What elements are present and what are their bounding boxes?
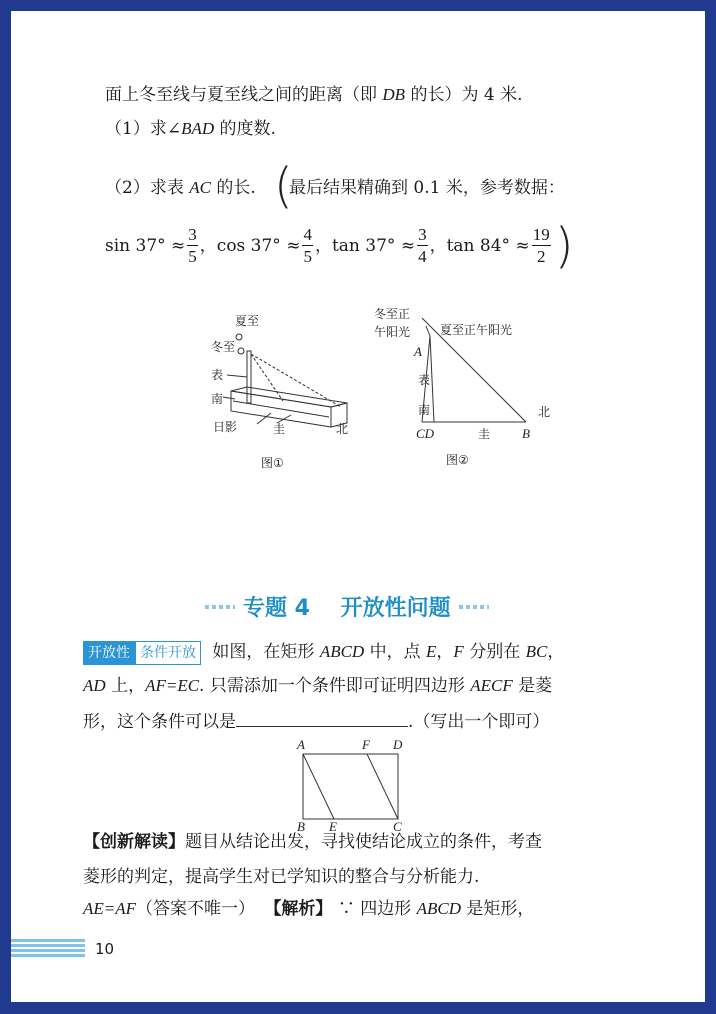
winter-ray <box>430 336 434 422</box>
analysis-line-3: AE=AF（答案不唯一） 【解析】 ∵ 四边形 ABCD 是矩形， <box>83 899 535 919</box>
rect-point-B: B <box>297 819 305 833</box>
figure-2 <box>356 296 566 474</box>
rect-point-A: A <box>297 737 305 752</box>
open-problem-line-1: 开放性 条件开放 如图，在矩形 ABCD 中，点 E，F 分别在 BC， <box>83 641 564 665</box>
heading-dots-left <box>205 605 235 609</box>
fraction-tan84: $\frac{19}{2}$ <box>532 225 550 266</box>
fig1-south-label: 南 <box>211 392 224 406</box>
topic-heading <box>197 591 497 622</box>
jiexi-label: 【解析】 <box>264 899 333 919</box>
close-paren: ) <box>554 217 574 274</box>
fig2-caption: 图② <box>446 453 469 467</box>
rectangle-ABCD <box>303 754 398 819</box>
page-number: 10 <box>95 940 115 958</box>
fig2-winter-light-1: 冬至正 <box>374 307 411 321</box>
question-2: （2）求表 AC 的长. <box>105 178 256 198</box>
open-problem-line-3: 形，这个条件可以是 .（写出一个即可） <box>83 708 549 733</box>
fig2-points-CD: CD <box>416 426 435 441</box>
fraction-sin: $\frac{3}{5}$ <box>188 225 197 266</box>
problem-line-1: 面上冬至线与夏至线之间的距离（即 DB 的长）为 4 米. <box>105 85 523 105</box>
reference-data: sin 37° ≈ $\frac{3}{5}$ ，cos 37° ≈ $\frac{4}{5}$ ，tan 37° ≈ $\frac{3}{4}$ ，tan 84° ≈ $\frac{19}{2}$ ) <box>105 217 574 274</box>
fraction-tan: $\frac{3}{4}$ <box>418 225 427 266</box>
fig1-north-label: 北 <box>336 422 349 436</box>
winter-sun-icon <box>238 348 244 354</box>
fig2-winter-light-2: 午阳光 <box>374 325 411 339</box>
fig2-pole-label: 表 <box>418 373 431 387</box>
rect-point-D: D <box>393 737 403 752</box>
fig1-shadow-label: 日影 <box>213 420 238 434</box>
tag-condition-open: 条件开放 <box>135 641 201 665</box>
fig2-point-B: B <box>522 426 530 441</box>
fig1-caption: 图① <box>261 456 284 470</box>
figure-1 <box>191 299 361 474</box>
fig2-summer-light: 夏至正午阳光 <box>440 323 513 337</box>
segment-AE <box>303 754 334 819</box>
rect-point-C: C <box>393 819 402 833</box>
analysis-line-1: 【创新解读】题目从结论出发，寻找使结论成立的条件，考查 <box>83 832 542 852</box>
fig2-point-A: A <box>414 344 422 359</box>
question-2-hint: 最后结果精确到 0.1 米，参考数据： <box>289 178 565 198</box>
open-paren: ( <box>274 158 293 214</box>
fig2-south-label: 南 <box>418 403 431 417</box>
topic-title: 专题 4 开放性问题 <box>243 596 451 621</box>
rect-point-F: F <box>362 737 370 752</box>
rectangle-figure <box>291 737 421 833</box>
tag-open: 开放性 <box>83 641 135 665</box>
answer-text: AE=AF <box>83 899 137 918</box>
open-problem-line-2: AD 上，AF=EC. 只需添加一个条件即可证明四边形 AECF 是菱 <box>83 676 553 696</box>
fig1-pole-label: 表 <box>211 368 224 382</box>
summer-sun-icon <box>236 334 242 340</box>
question-1: （1）求∠BAD 的度数. <box>105 119 276 139</box>
fig2-north-label: 北 <box>538 405 551 419</box>
rect-point-E: E <box>329 819 337 833</box>
fig2-gui-label: 圭 <box>478 427 491 441</box>
analysis-line-2: 菱形的判定，提高学生对已学知识的整合与分析能力. <box>83 867 480 887</box>
fig1-gui-label: 圭 <box>273 422 286 436</box>
answer-blank[interactable] <box>236 708 408 727</box>
page <box>11 11 705 1002</box>
fraction-cos: $\frac{4}{5}$ <box>303 225 312 266</box>
pole-shape <box>247 351 251 403</box>
segment-FC <box>367 754 398 819</box>
heading-dots-right <box>459 605 489 609</box>
analysis-label: 【创新解读】 <box>83 832 185 852</box>
fig1-summer-label: 夏至 <box>235 314 260 328</box>
fig1-winter-label: 冬至 <box>211 340 236 354</box>
